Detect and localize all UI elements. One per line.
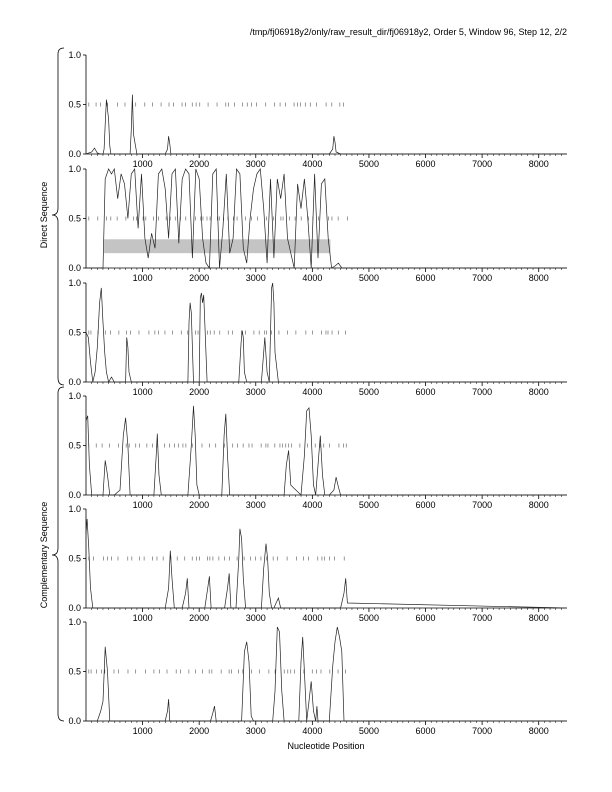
x-tick-label: 8000: [528, 613, 549, 623]
x-tick-label: 2000: [189, 159, 210, 169]
x-tick-label: 6000: [415, 613, 436, 623]
y-tick-label: 0.0: [68, 716, 81, 726]
x-tick-label: 1000: [132, 726, 153, 736]
x-tick-label: 8000: [528, 159, 549, 169]
x-tick-label: 5000: [358, 387, 379, 397]
x-tick-label: 7000: [472, 273, 493, 283]
x-tick-label: 5000: [358, 613, 379, 623]
x-tick-label: 6000: [415, 726, 436, 736]
x-tick-label: 8000: [528, 387, 549, 397]
y-tick-label: 0.5: [68, 666, 81, 677]
x-tick-label: 8000: [528, 500, 549, 510]
x-axis-title: Nucleotide Position: [287, 741, 365, 751]
complementary-group-label: Complementary Sequence: [39, 501, 49, 609]
panel-1: [68, 50, 567, 169]
x-tick-label: 6000: [415, 273, 436, 283]
y-tick-label: 0.0: [68, 263, 81, 273]
y-tick-label: 0.0: [68, 377, 81, 387]
x-tick-label: 5000: [358, 273, 379, 283]
direct-group-brace: [52, 48, 64, 385]
x-tick-label: 5000: [358, 726, 379, 736]
direct-group-label: Direct Sequence: [39, 181, 49, 249]
x-tick-label: 1000: [132, 500, 153, 510]
x-tick-label: 6000: [415, 387, 436, 397]
x-tick-label: 3000: [245, 613, 266, 623]
y-tick-label: 0.0: [68, 149, 81, 159]
x-tick-label: 3000: [245, 159, 266, 169]
x-tick-label: 3000: [245, 273, 266, 283]
figure-header: /tmp/fj06918y2/only/raw_result_dir/fj06918y2, Order 5, Window 96, Step 12, 2/2: [249, 27, 567, 37]
x-tick-label: 4000: [302, 273, 323, 283]
x-tick-label: 7000: [472, 726, 493, 736]
x-tick-label: 3000: [245, 726, 266, 736]
x-tick-label: 2000: [189, 387, 210, 397]
panel-3: [68, 278, 567, 397]
series-line: [86, 519, 567, 608]
highlight-region: [104, 239, 330, 253]
y-tick-label: 1.0: [68, 617, 81, 627]
x-tick-label: 4000: [302, 387, 323, 397]
x-tick-label: 7000: [472, 387, 493, 397]
x-tick-label: 3000: [245, 500, 266, 510]
x-tick-label: 7000: [472, 500, 493, 510]
y-tick-label: 0.5: [68, 99, 81, 110]
x-tick-label: 2000: [189, 613, 210, 623]
x-tick-label: 8000: [528, 273, 549, 283]
x-tick-label: 4000: [302, 500, 323, 510]
x-tick-label: 6000: [415, 159, 436, 169]
x-tick-label: 1000: [132, 387, 153, 397]
x-tick-label: 5000: [358, 500, 379, 510]
reference-marks: [89, 670, 346, 674]
x-tick-label: 7000: [472, 613, 493, 623]
y-tick-label: 0.5: [68, 327, 81, 338]
x-tick-label: 3000: [245, 387, 266, 397]
reference-marks: [89, 331, 346, 335]
panel-6: [68, 617, 567, 736]
panel-4: [68, 391, 567, 510]
y-tick-label: 0.0: [68, 603, 81, 613]
y-tick-label: 0.5: [68, 213, 81, 224]
x-tick-label: 7000: [472, 159, 493, 169]
x-tick-label: 1000: [132, 159, 153, 169]
reference-marks: [89, 557, 344, 561]
x-tick-label: 8000: [528, 726, 549, 736]
y-tick-label: 0.5: [68, 553, 81, 564]
x-tick-label: 6000: [415, 500, 436, 510]
panels: [68, 50, 567, 736]
y-tick-label: 1.0: [68, 504, 81, 514]
x-tick-label: 5000: [358, 159, 379, 169]
series-line: [86, 406, 567, 495]
x-tick-label: 2000: [189, 273, 210, 283]
y-tick-label: 1.0: [68, 278, 81, 288]
x-tick-label: 4000: [302, 726, 323, 736]
x-tick-label: 2000: [189, 500, 210, 510]
x-tick-label: 4000: [302, 613, 323, 623]
series-line: [86, 95, 567, 154]
y-tick-label: 1.0: [68, 164, 81, 174]
series-line: [86, 627, 567, 721]
y-tick-label: 0.0: [68, 490, 81, 500]
y-tick-label: 1.0: [68, 50, 81, 60]
x-tick-label: 1000: [132, 273, 153, 283]
panel-2: [68, 164, 567, 283]
x-tick-label: 1000: [132, 613, 153, 623]
x-tick-label: 2000: [189, 726, 210, 736]
y-tick-label: 0.5: [68, 440, 81, 451]
reference-marks: [89, 103, 344, 107]
complementary-group-brace: [52, 387, 64, 721]
y-tick-label: 1.0: [68, 391, 81, 401]
panel-5: [68, 504, 567, 623]
x-tick-label: 4000: [302, 159, 323, 169]
